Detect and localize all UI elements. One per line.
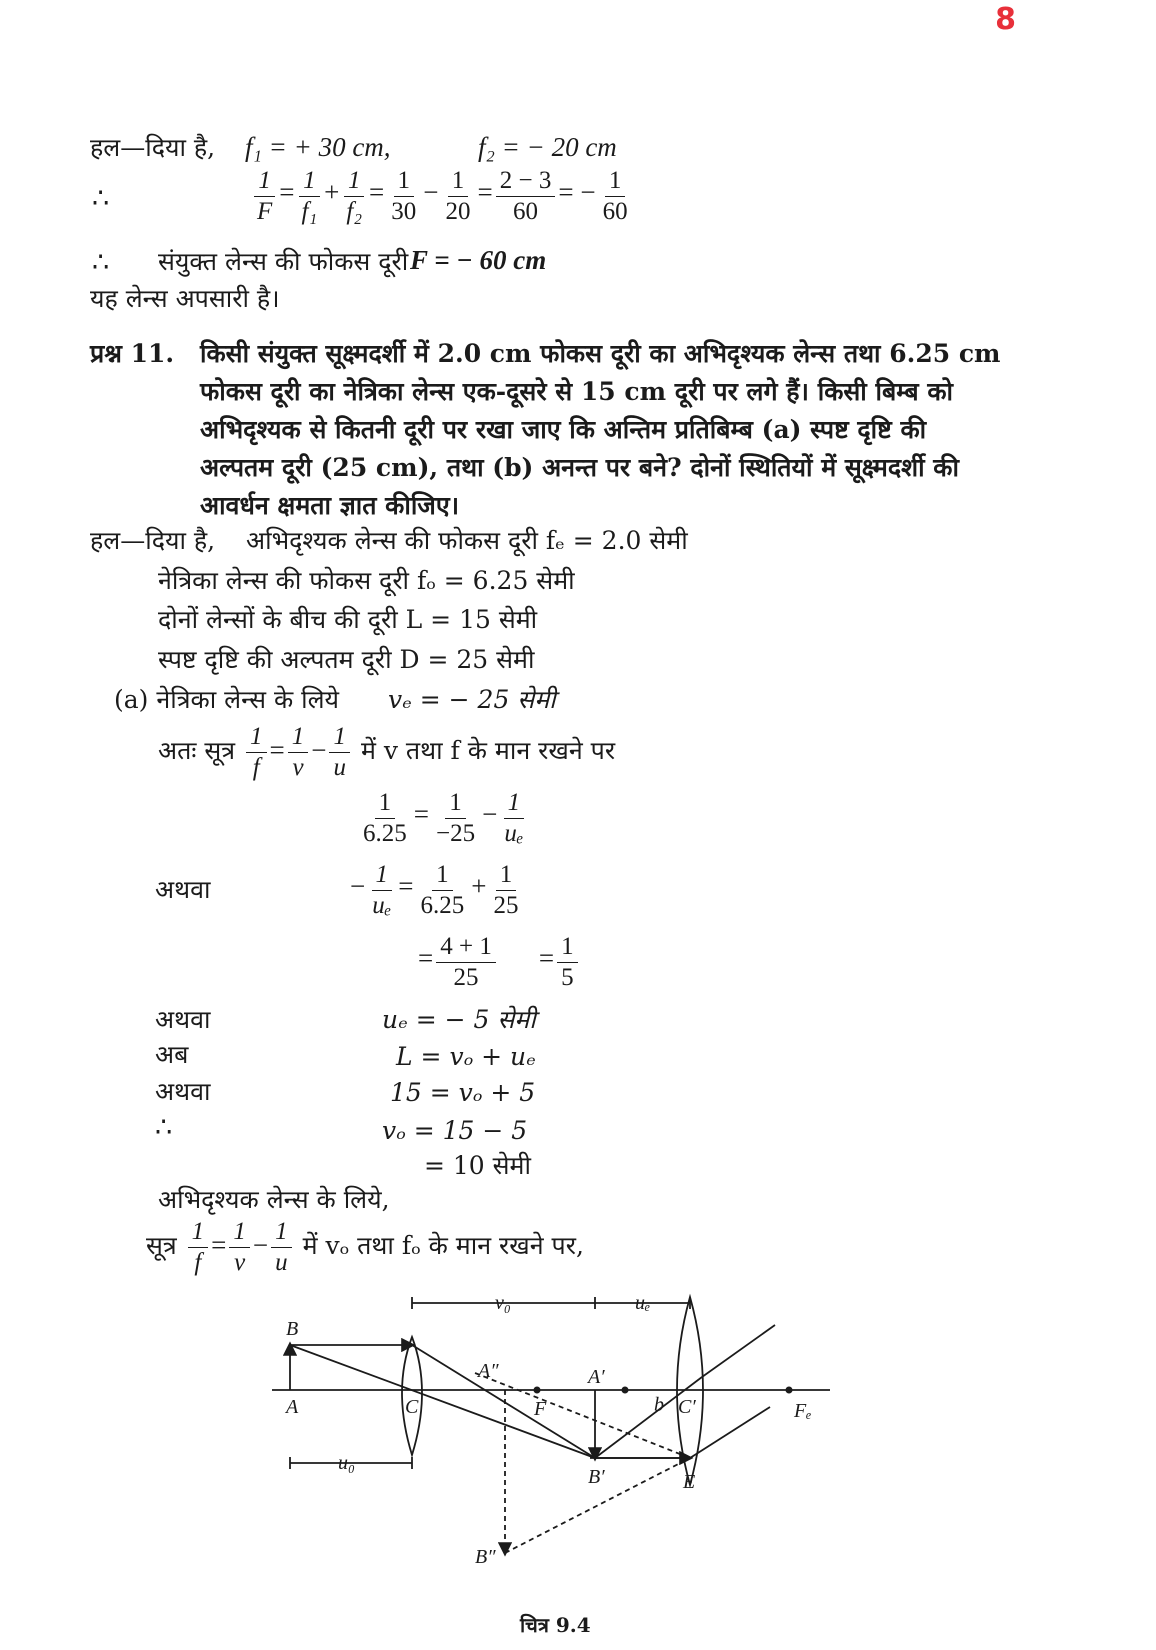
frac-1-30: $\frac{1}{30}$ bbox=[391, 167, 417, 225]
sol2-given-line-4: स्पष्ट दृष्टि की अल्पतम दूरी D = 25 सेमी bbox=[158, 645, 535, 674]
figure-caption: चित्र 9.4 bbox=[520, 1613, 591, 1637]
question-line-2: फोकस दूरी का नेत्रिका लेन्स एक-दूसरे से 15 cm दूरी पर लगे हैं। किसी बिम्ब को bbox=[200, 377, 953, 406]
step-3-equation: = $\frac{4 + 1}{25}$ = $\frac{1}{5}$ bbox=[418, 932, 581, 993]
sol2-given-label: हल—दिया है, bbox=[90, 526, 216, 555]
step-1-equation: $\frac{1}{6.25}$ = $\frac{1}{-25}$ − $\frac{1}{\text{uₑ}}$ bbox=[363, 789, 524, 847]
question-line-3: अभिदृश्यक से कितनी दूरी पर रखा जाए कि अन्तिम प्रतिबिम्ब (a) स्पष्ट दृष्टि की bbox=[200, 415, 927, 444]
label-A: A bbox=[286, 1396, 299, 1418]
sol2-given-line-2: नेत्रिका लेन्स की फोकस दूरी fₒ = 6.25 सेमी bbox=[158, 566, 575, 595]
sol1-result-value: F = − 60 cm bbox=[410, 245, 547, 275]
label-ue: uₑ bbox=[635, 1292, 651, 1314]
label-b: b bbox=[654, 1394, 664, 1416]
ray-out-1 bbox=[702, 1325, 775, 1377]
question-line-1: किसी संयुक्त सूक्ष्मदर्शी में 2.0 cm फोकस दूरी का अभिदृश्यक लेन्स तथा 6.25 cm bbox=[200, 339, 1001, 368]
label-C-prime: C′ bbox=[678, 1396, 696, 1418]
frac-1-20: $\frac{1}{20}$ bbox=[445, 167, 471, 225]
sol1-label: हल—दिया है, bbox=[90, 133, 216, 162]
step-2-equation: − $\frac{1}{\text{uₑ}}$ = $\frac{1}{6.25}$ + $\frac{1}{25}$ bbox=[350, 861, 519, 919]
frac-1-60: $\frac{1}{60}$ bbox=[602, 167, 628, 225]
label-uo: u₀ bbox=[338, 1452, 355, 1474]
formula-2: सूत्र $\frac{1}{f}$ = $\frac{1}{v}$ − $\frac{1}{u}$ में vₒ तथा fₒ के मान रखने पर, bbox=[146, 1218, 584, 1276]
athva-2: अथवा bbox=[155, 1005, 211, 1034]
therefore-symbol-2: ∴ bbox=[92, 247, 110, 277]
frac-1-f: $\frac{1}{f}$ bbox=[246, 722, 267, 783]
therefore-symbol-3: ∴ bbox=[155, 1112, 173, 1142]
fe-point bbox=[786, 1387, 793, 1394]
L-line: L = vₒ + uₑ bbox=[396, 1042, 536, 1071]
ray-refracted bbox=[412, 1345, 595, 1458]
frac-1-v: $\frac{1}{v}$ bbox=[288, 722, 309, 783]
sol1-result-text: संयुक्त लेन्स की फोकस दूरी bbox=[158, 247, 409, 276]
label-vo: v₀ bbox=[495, 1292, 511, 1314]
objective-line: अभिदृश्यक लेन्स के लिये, bbox=[158, 1185, 390, 1214]
part-a-label: (a) नेत्रिका लेन्स के लिये bbox=[114, 685, 340, 714]
frac-1-f2: $\frac{1}{\text{f₂}}$ bbox=[342, 166, 366, 227]
sol1-conclusion: यह लेन्स अपसारी है। bbox=[90, 284, 280, 313]
label-A-prime: A′ bbox=[588, 1366, 605, 1388]
label-B-double-prime: B″ bbox=[475, 1546, 496, 1568]
ve-value: vₑ = − 25 सेमी bbox=[388, 685, 556, 714]
page-number: 8 bbox=[995, 2, 1016, 37]
label-C: C bbox=[405, 1396, 419, 1418]
compound-microscope-diagram bbox=[250, 1285, 870, 1585]
frac-1-F: $\frac{1}{F}$ bbox=[253, 166, 276, 227]
frac-2-3-60: $\frac{2 - 3}{60}$ bbox=[496, 166, 556, 227]
label-Fe: Fₑ bbox=[794, 1400, 812, 1422]
sol2-given-line-1: अभिदृश्यक लेन्स की फोकस दूरी fₑ = 2.0 सेमी bbox=[246, 526, 688, 555]
fifteen-line: 15 = vₒ + 5 bbox=[390, 1078, 536, 1107]
ray-through-center bbox=[290, 1345, 595, 1458]
eyepiece-lens bbox=[677, 1297, 703, 1485]
therefore-symbol: ∴ bbox=[92, 183, 110, 213]
frac-1-f1: $\frac{1}{\text{f₁}}$ bbox=[298, 166, 322, 227]
sol1-equation: $\frac{1}{F}$ = $\frac{1}{\text{f₁}}$ + $\frac{1}{\text{f₂}}$ = $\frac{1}{30}$ − $\frac{1}{20}$ = $\frac{2 - 3}{60}$ = − $\frac{1}{60}$ bbox=[250, 166, 635, 227]
focus-point bbox=[534, 1387, 541, 1394]
question-label: प्रश्न 11. bbox=[90, 339, 175, 368]
label-F: F bbox=[534, 1398, 547, 1420]
sol1-f1: f₁ = + 30 cm, bbox=[245, 132, 391, 162]
vo-result: = 10 सेमी bbox=[424, 1151, 531, 1180]
formula-intro: अतः सूत्र $\frac{1}{f}$ = $\frac{1}{v}$ − $\frac{1}{u}$ में v तथा f के मान रखने पर bbox=[158, 723, 616, 781]
label-B-prime: B′ bbox=[588, 1466, 605, 1488]
frac-1-u: $\frac{1}{u}$ bbox=[329, 722, 350, 783]
label-A-double-prime: A″ bbox=[478, 1360, 499, 1382]
vo-line: vₒ = 15 − 5 bbox=[382, 1116, 528, 1145]
label-B: B bbox=[286, 1318, 299, 1340]
athva-1: अथवा bbox=[155, 875, 211, 904]
question-line-5: आवर्धन क्षमता ज्ञात कीजिए। bbox=[200, 491, 460, 520]
ab-label: अब bbox=[155, 1040, 189, 1069]
sol2-given-line-3: दोनों लेन्सों के बीच की दूरी L = 15 सेमी bbox=[158, 605, 538, 634]
sol1-f2: f₂ = − 20 cm bbox=[478, 132, 617, 162]
eyepiece-focus-point bbox=[622, 1387, 629, 1394]
ue-line: uₑ = − 5 सेमी bbox=[382, 1005, 536, 1034]
question-line-4: अल्पतम दूरी (25 cm), तथा (b) अनन्त पर बने? दोनों स्थितियों में सूक्ष्मदर्शी की bbox=[200, 453, 959, 482]
label-E: E bbox=[683, 1471, 696, 1493]
athva-3: अथवा bbox=[155, 1077, 211, 1106]
